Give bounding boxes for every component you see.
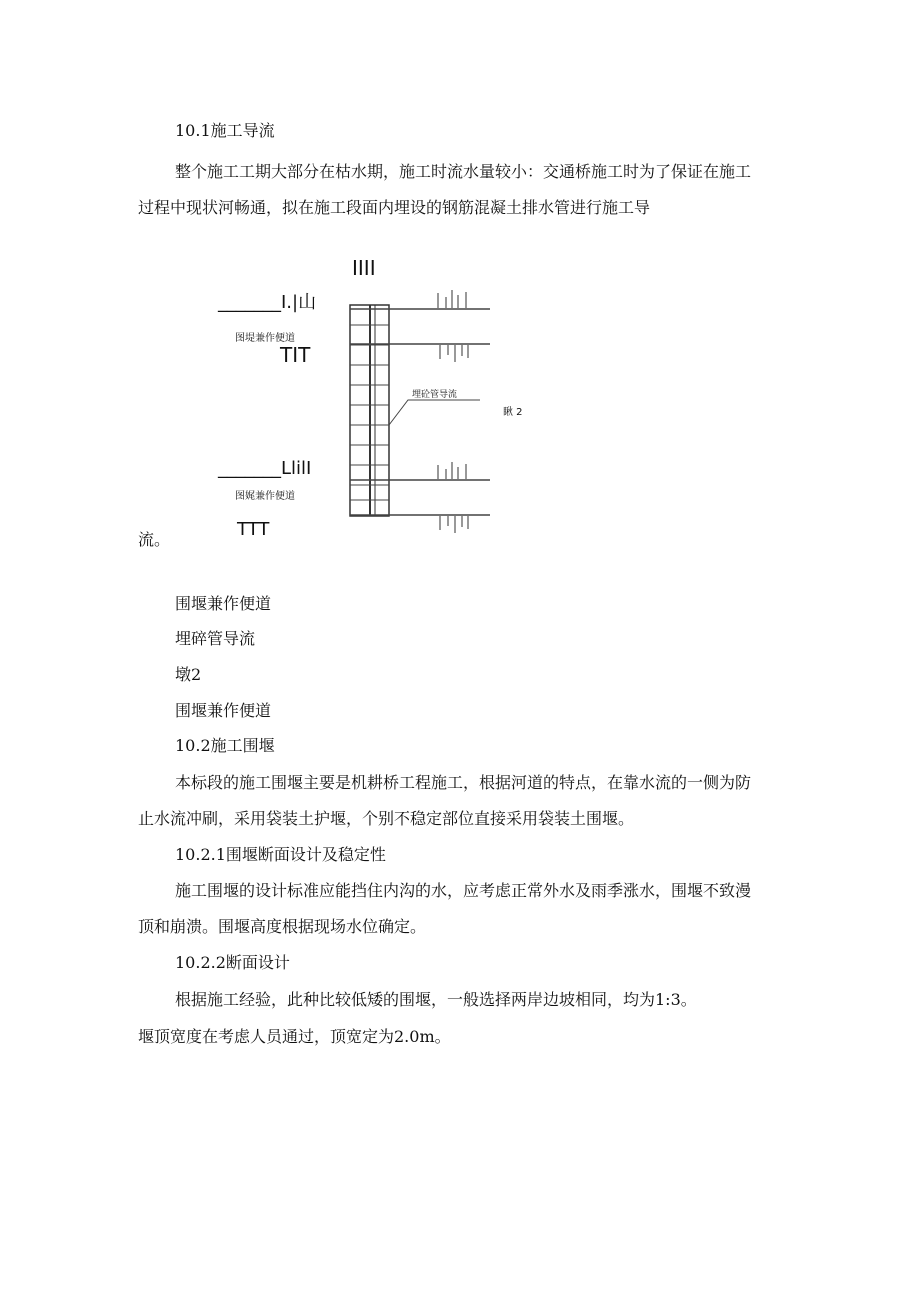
legend-line-2: 埋碎管导流 — [175, 629, 256, 648]
paragraph-10-2-line2: 止水流冲刷，采用袋装土护堰，个别不稳定部位直接采用袋装土围堰。 — [138, 809, 635, 828]
paragraph-10-2-line1: 本标段的施工围堰主要是机耕桥工程施工，根据河道的特点，在靠水流的一侧为防 — [175, 773, 752, 792]
legend-line-4: 围堰兼作便道 — [175, 701, 272, 720]
figure-top-label: IIII — [352, 256, 376, 280]
paragraph-10-1-end: 流。 — [138, 530, 171, 549]
legend-line-3: 墩2 — [175, 665, 202, 684]
paragraph-10-2-2-line2: 堰顶宽度在考虑人员通过，顶宽定为2.0m。 — [138, 1027, 451, 1046]
figure-lower-marker: _______LlilI — [218, 458, 312, 479]
figure-lower-road-label: 图娓兼作便道 — [235, 491, 295, 502]
figure-pipe-label: 埋砼管导流 — [412, 390, 458, 400]
paragraph-10-2-1-line1: 施工围堰的设计标准应能挡住内沟的水，应考虑正常外水及雨季涨水，围堰不致漫 — [175, 881, 752, 900]
figure-upper-road-label: 图堤兼作便道 — [235, 333, 295, 344]
figure-pier-label: 瞅 2 — [503, 407, 523, 418]
figure-upper-sub: TIT — [280, 343, 311, 367]
figure-upper-marker: _______I.|山 — [218, 292, 317, 313]
heading-10-2-1: 10.2.1围堰断面设计及稳定性 — [175, 845, 386, 864]
paragraph-10-2-2-line1: 根据施工经验，此种比较低矮的围堰，一般选择两岸边坡相同，均为1:3。 — [175, 990, 697, 1009]
heading-10-2: 10.2施工围堰 — [175, 736, 275, 755]
paragraph-10-2-1-line2: 顶和崩溃。围堰高度根据现场水位确定。 — [138, 917, 427, 936]
legend-line-1: 围堰兼作便道 — [175, 594, 272, 613]
figure-lower-sub: TTT — [237, 519, 270, 535]
paragraph-10-1-line1: 整个施工工期大部分在枯水期，施工时流水量较小：交通桥施工时为了保证在施工 — [175, 162, 752, 181]
heading-10-1: 10.1施工导流 — [175, 121, 275, 140]
paragraph-10-1-line2: 过程中现状河畅通，拟在施工段面内埋设的钢筋混凝土排水管进行施工导 — [138, 198, 651, 217]
diversion-diagram — [200, 245, 540, 535]
heading-10-2-2: 10.2.2断面设计 — [175, 953, 290, 972]
